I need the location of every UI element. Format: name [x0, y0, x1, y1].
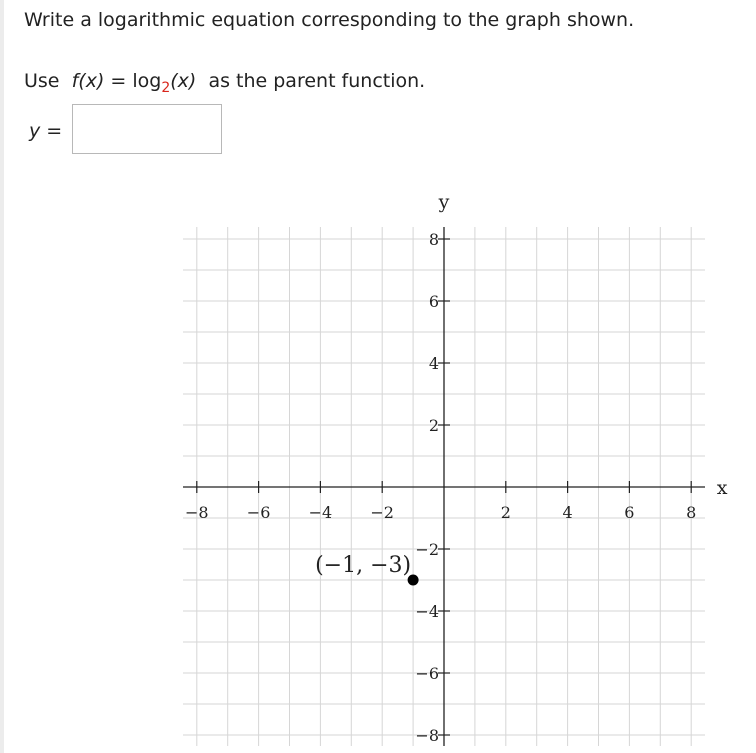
y-tick-label: 8 — [428, 230, 439, 249]
y-tick-label: 4 — [428, 354, 439, 373]
y-tick-label: −6 — [415, 664, 439, 683]
y-axis-label: y — [438, 191, 450, 213]
y-tick-label: −8 — [415, 726, 439, 745]
x-tick-label: −4 — [308, 503, 333, 522]
x-tick-label: 4 — [562, 503, 573, 522]
x-tick-label: −6 — [246, 503, 271, 522]
use-text: Use — [24, 70, 60, 92]
x-tick-label: −2 — [370, 503, 394, 522]
answer-label: y = — [29, 120, 63, 142]
question-prompt: Write a logarithmic equation corresponding to the graph shown. — [24, 9, 635, 31]
equals-sign: = — [110, 70, 127, 92]
x-axis-label: x — [716, 477, 728, 499]
y-tick-label: 2 — [428, 416, 439, 435]
log-word: log — [132, 70, 162, 92]
parent-fn-lhs: f(x) — [71, 70, 105, 92]
y-tick-label: −4 — [415, 602, 439, 621]
chart-points — [315, 553, 419, 586]
parent-suffix: as the parent function. — [208, 70, 426, 92]
x-tick-label: 8 — [686, 503, 697, 522]
y-tick-label: −2 — [415, 540, 439, 559]
y-tick-label: 6 — [428, 292, 439, 311]
log-base: 2 — [161, 80, 171, 96]
x-tick-label: 2 — [500, 503, 511, 522]
point-label: (−1, −3) — [315, 553, 412, 578]
chart-axes — [183, 191, 728, 746]
parent-arg: (x) — [170, 70, 197, 92]
x-tick-label: −8 — [185, 503, 209, 522]
x-tick-label: 6 — [624, 503, 635, 522]
